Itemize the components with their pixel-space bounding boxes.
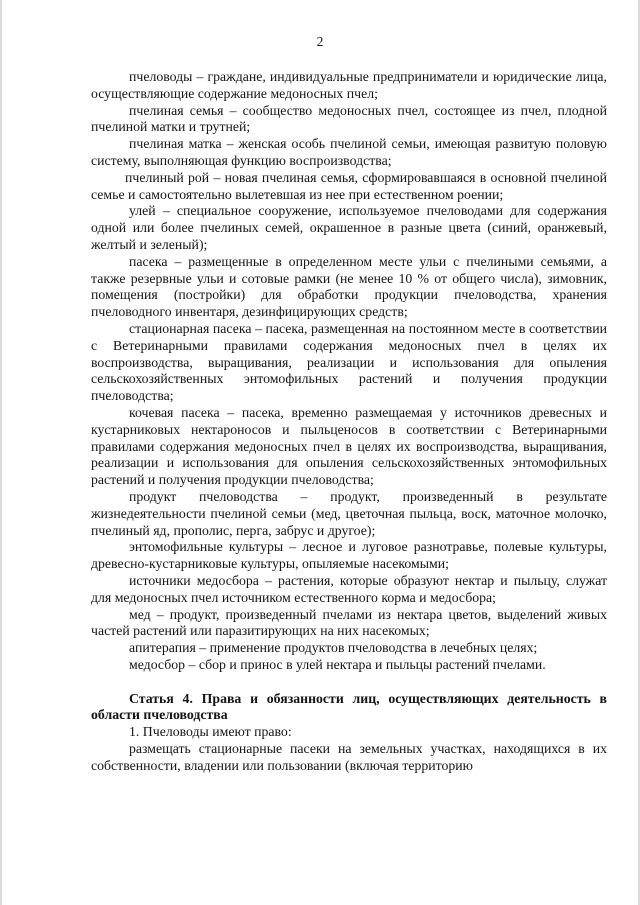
definition-stationary-apiary: стационарная пасека – пасека, размещенная на постоянном месте в соответствии с Ветеринарными правилами содержания медоносных пчел в целях их воспроизводства, выращивания, реализации и использования для опыления сельскохозяйственных энтомофильных растений и получения продукции пчеловодства;	[91, 320, 607, 404]
definition-beekeepers: пчеловоды – граждане, индивидуальные предприниматели и юридические лица, осуществляющие содержание медоносных пчел;	[91, 69, 607, 101]
section-spacer	[91, 674, 607, 691]
definition-beekeeping-product: продукт пчеловодства – продукт, произведенный в результате жизнедеятельности пчелиной семьи (мед, цветочная пыльца, воск, маточное молочко, пчелиный яд, прополис, перга, забрус и другое);	[91, 488, 607, 538]
page-number: 2	[316, 34, 324, 49]
article-heading: Статья 4. Права и обязанности лиц, осуществляющих деятельность в области пчеловодства	[91, 690, 607, 723]
definition-apitherapy: апитерапия – применение продуктов пчеловодства в лечебных целях;	[129, 640, 538, 656]
document-body	[91, 69, 607, 775]
definition-queen-bee: пчелиная матка – женская особь пчелиной семьи, имеющая развитую половую систему, выполняющая функцию воспроизводства;	[91, 136, 607, 168]
definition-nomadic-apiary: кочевая пасека – пасека, временно размещаемая у источников древесных и кустарниковых нектароносов и пыльценосов в соответствии с Ветеринарными правилами содержания медоносных пчел в целях их воспроизводства, выращивания, реализации и использования для опыления сельскохозяйственных энтомофильных растений и получения продукции пчеловодства;	[91, 404, 607, 488]
definition-honey-collection: медосбор – сбор и принос в улей нектара и пыльцы растений пчелами.	[129, 656, 546, 672]
definition-bee-colony: пчелиная семья – сообщество медоносных пчел, состоящее из пчел, плодной пчелиной матки и трутней;	[91, 102, 607, 135]
definition-honey-sources: источники медосбора – растения, которые образуют нектар и пыльцу, служат для медоносных пчел источником естественного корма и медосбора;	[91, 572, 607, 605]
scan-edge-left	[0, 0, 2, 905]
definition-honey: мед – продукт, произведенный пчелами из нектара цветов, выделений живых частей растений или паразитирующих на них насекомых;	[91, 606, 607, 639]
definition-hive: улей – специальное сооружение, используемое пчеловодами для содержания одной или более пчелиных семей, окрашенное в разные цвета (синий, оранжевый, желтый и зеленый);	[91, 203, 607, 252]
article-clause: 1. Пчеловоды имеют право:	[129, 724, 292, 740]
definition-entomophilous-crops: энтомофильные культуры – лесное и луговое разнотравье, полевые культуры, древесно-кустарниковые культуры, опыляемые насекомыми;	[91, 539, 607, 572]
definition-apiary: пасека – размещенные в определенном месте ульи с пчелиными семьями, а также резервные ульи и сотовые рамки (не менее 10 % от общего числа), зимовник, помещения (постройки) для обработки продукции пчеловодства, хранения пчеловодного инвентаря, дезинфицирующих средств;	[91, 253, 607, 320]
article-paragraph: размещать стационарные пасеки на земельных участках, находящихся в их собственности, владении или пользовании (включая территорию	[91, 741, 607, 773]
definition-bee-swarm: пчелиный рой – новая пчелиная семья, сформировавшаяся в основной пчелиной семье и самостоятельно вылетевшая из нее при естественном роении;	[91, 169, 607, 202]
